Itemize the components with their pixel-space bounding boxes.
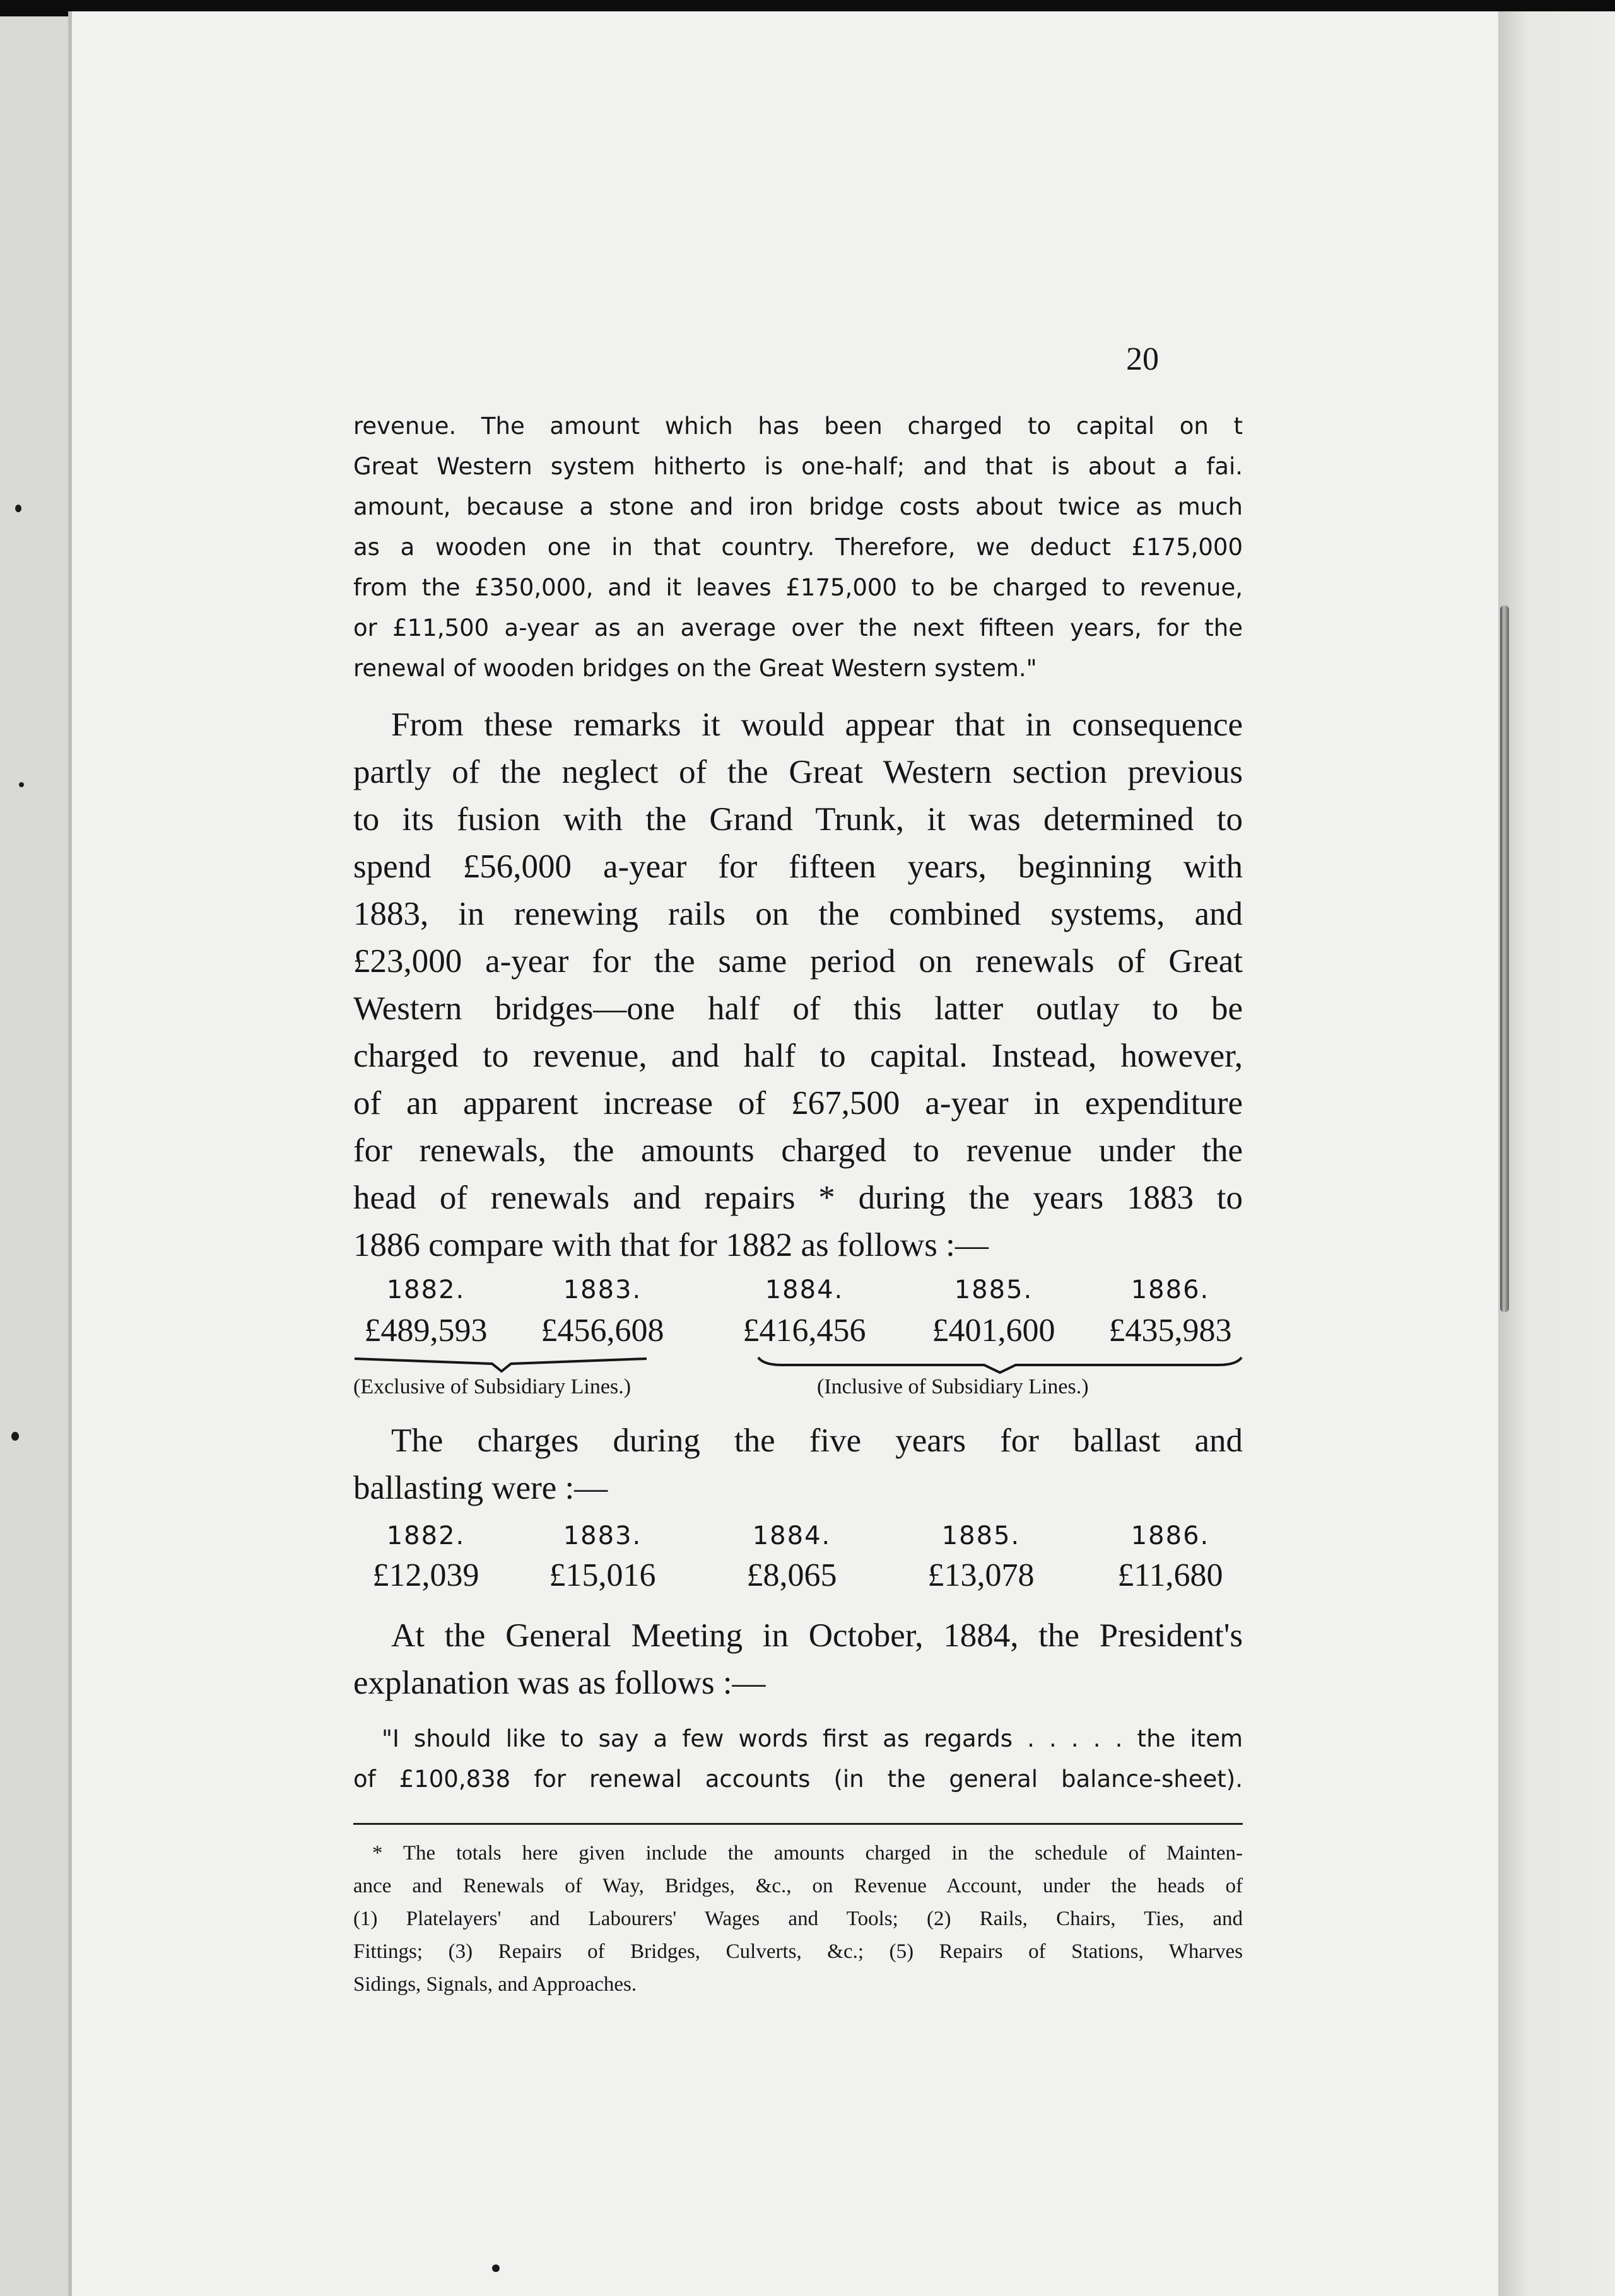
year-cell: 1882. [386, 1521, 466, 1550]
paragraph-line: spend £56,000 a-year for fifteen years, beginning with [353, 848, 1243, 885]
amount-cell: £416,456 [743, 1313, 866, 1349]
paragraph-line: £23,000 a-year for the same period on renewals of Great [353, 943, 1243, 980]
paragraph-line: At the General Meeting in October, 1884, the President's [391, 1617, 1243, 1654]
binding-string [1500, 606, 1509, 1312]
year-cell: 1885. [941, 1521, 1021, 1550]
paragraph-ballast [353, 1417, 1243, 1512]
quote-line: revenue. The amount which has been charged to capital on t [353, 413, 1243, 440]
paragraph-line: explanation was as follows :— [353, 1665, 766, 1701]
scan-speck [492, 2264, 500, 2272]
paragraph-line: ballasting were :— [353, 1470, 608, 1506]
amount-cell: £11,680 [1117, 1557, 1223, 1593]
quote-line: or £11,500 a-year as an average over the next fifteen years, for the [353, 614, 1243, 641]
amount-cell: £489,593 [364, 1313, 488, 1349]
paragraph-line: for renewals, the amounts charged to revenue under the [353, 1132, 1243, 1169]
quote-line: of £100,838 for renewal accounts (in the general balance-sheet). [353, 1766, 1243, 1793]
paragraph-line: of an apparent increase of £67,500 a-year in expenditure [353, 1085, 1243, 1122]
scan-speck [15, 505, 21, 512]
footnote-line: (1) Platelayers' and Labourers' Wages and Tools; (2) Rails, Chairs, Ties, and [353, 1907, 1243, 1930]
scan-speck [19, 782, 24, 787]
exclusive-note: (Exclusive of Subsidiary Lines.) [353, 1375, 631, 1398]
quote-line: "I should like to say a few words first as regards . . . . . the item [382, 1725, 1243, 1752]
footnote-line: Fittings; (3) Repairs of Bridges, Culverts, &c.; (5) Repairs of Stations, Wharves [353, 1940, 1243, 1963]
footnote-line: ance and Renewals of Way, Bridges, &c., on Revenue Account, under the heads of [353, 1875, 1243, 1897]
binding-gutter [1498, 11, 1615, 2296]
scan-speck [11, 1432, 19, 1441]
year-cell: 1886. [1130, 1521, 1210, 1550]
year-cell: 1886. [1130, 1275, 1210, 1304]
year-cell: 1884. [752, 1521, 831, 1550]
presidents-quote [353, 1719, 1243, 1800]
page-left-edge [68, 11, 72, 2296]
footnote [353, 1837, 1243, 2001]
paragraph-line: From these remarks it would appear that in consequence [391, 706, 1243, 743]
opening-quote [353, 406, 1243, 689]
year-cell: 1883. [563, 1521, 642, 1550]
paragraph-line: 1883, in renewing rails on the combined systems, and [353, 896, 1243, 932]
paragraph-line: The charges during the five years for ballast and [391, 1422, 1243, 1459]
amount-cell: £435,983 [1108, 1313, 1232, 1349]
year-cell: 1885. [954, 1275, 1033, 1304]
quote-line: amount, because a stone and iron bridge costs about twice as much [353, 493, 1243, 520]
paragraph-line: partly of the neglect of the Great Western section previous [353, 754, 1243, 790]
quote-line: Great Western system hitherto is one-half; and that is about a fai. [353, 453, 1243, 480]
year-cell: 1883. [563, 1275, 642, 1304]
quote-line: from the £350,000, and it leaves £175,000 to be charged to revenue, [353, 574, 1243, 601]
footnote-rule [353, 1823, 1243, 1825]
exclusive-brace [353, 1356, 650, 1375]
paragraph-general-meeting [353, 1612, 1243, 1707]
page-number: 20 [1126, 341, 1159, 377]
amount-cell: £456,608 [541, 1313, 664, 1349]
quote-line: renewal of wooden bridges on the Great Western system." [353, 655, 1037, 682]
paragraph-line: to its fusion with the Grand Trunk, it was determined to [353, 801, 1243, 838]
amount-cell: £8,065 [746, 1557, 837, 1593]
paragraph-line: 1886 compare with that for 1882 as follows :— [353, 1227, 989, 1263]
paragraph-line: head of renewals and repairs * during the years 1883 to [353, 1180, 1243, 1216]
year-cell: 1882. [386, 1275, 466, 1304]
footnote-line: Sidings, Signals, and Approaches. [353, 1973, 637, 1996]
paragraph-line: charged to revenue, and half to capital. Instead, however, [353, 1038, 1243, 1074]
inclusive-note: (Inclusive of Subsidiary Lines.) [817, 1375, 1089, 1398]
paragraph-renewals [353, 701, 1243, 1269]
amount-cell: £12,039 [372, 1557, 479, 1593]
year-cell: 1884. [765, 1275, 844, 1304]
amount-cell: £15,016 [549, 1557, 656, 1593]
amount-cell: £13,078 [927, 1557, 1035, 1593]
quote-line: as a wooden one in that country. Therefore, we deduct £175,000 [353, 534, 1243, 561]
inclusive-brace [757, 1356, 1243, 1375]
amount-cell: £401,600 [932, 1313, 1055, 1349]
paragraph-line: Western bridges—one half of this latter outlay to be [353, 990, 1243, 1027]
footnote-line: * The totals here given include the amounts charged in the schedule of Mainten- [372, 1842, 1243, 1865]
